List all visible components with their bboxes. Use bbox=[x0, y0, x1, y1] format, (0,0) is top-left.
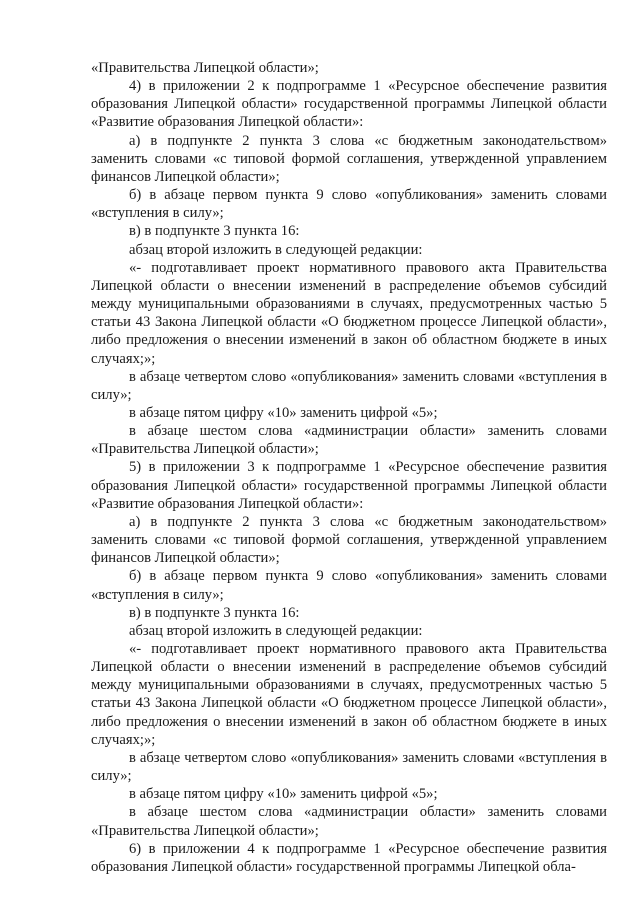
paragraph: в абзаце пятом цифру «10» заменить цифрой «5»; bbox=[129, 786, 438, 803]
paragraph: а) в подпункте 2 пункта 3 слова «с бюджетным законодательством» заменить словами «с типовой формой соглашения, утвержденной управлением финансов Липецкой области»; bbox=[91, 513, 607, 567]
paragraph: в абзаце четвертом слово «опубликования» заменить словами «вступления в силу»; bbox=[91, 368, 607, 403]
paragraph: 4) в приложении 2 к подпрограмме 1 «Ресурсное обеспечение развития образования Липецкой области» государственной программы Липецкой области «Развитие образования Липецкой области»: bbox=[91, 78, 607, 131]
paragraph: «- подготавливает проект нормативного правового акта Правительства Липецкой области о внесении изменений в распределение объемов субсидий между муниципальными образованиями в случаях, предусмотренных частью 5 статьи 43 Закона Липецкой области «О бюджетном процессе Липецкой области», либо предложения о внесении изменений в закон об областном бюджете в иных случаях;»; bbox=[91, 259, 607, 367]
paragraph: в) в подпункте 3 пункта 16: bbox=[129, 604, 300, 621]
paragraph: «- подготавливает проект нормативного правового акта Правительства Липецкой области о внесении изменений в распределение объемов субсидий между муниципальными образованиями в случаях, предусмотренных частью 5 статьи 43 Закона Липецкой области «О бюджетном процессе Липецкой области», либо предложения о внесении изменений в закон об областном бюджете в иных случаях;»; bbox=[91, 641, 607, 748]
paragraph: абзац второй изложить в следующей редакции: bbox=[129, 622, 423, 639]
document-page bbox=[91, 59, 607, 876]
paragraph: в абзаце четвертом слово «опубликования» заменить словами «вступления в силу»; bbox=[91, 749, 607, 785]
paragraph: в абзаце шестом слова «администрации области» заменить словами «Правительства Липецкой области»; bbox=[91, 804, 607, 839]
paragraph: б) в абзаце первом пункта 9 слово «опубликования» заменить словами «вступления в силу»; bbox=[91, 187, 607, 222]
paragraph: б) в абзаце первом пункта 9 слово «опубликования» заменить словами «вступления в силу»; bbox=[91, 568, 607, 603]
paragraph: абзац второй изложить в следующей редакции: bbox=[129, 241, 423, 258]
paragraph: «Правительства Липецкой области»; bbox=[91, 60, 319, 76]
paragraph: в абзаце пятом цифру «10» заменить цифрой «5»; bbox=[129, 404, 438, 421]
paragraph: 5) в приложении 3 к подпрограмме 1 «Ресурсное обеспечение развития образования Липецкой области» государственной программы Липецкой области «Развитие образования Липецкой области»: bbox=[91, 459, 607, 512]
paragraph: в абзаце шестом слова «администрации области» заменить словами «Правительства Липецкой области»; bbox=[91, 423, 607, 458]
paragraph: 6) в приложении 4 к подпрограмме 1 «Ресурсное обеспечение развития образования Липецкой области» государственной программы Липецкой обла- bbox=[91, 840, 607, 875]
paragraph: а) в подпункте 2 пункта 3 слова «с бюджетным законодательством» заменить словами «с типовой формой соглашения, утвержденной управлением финансов Липецкой области»; bbox=[91, 132, 607, 185]
paragraph: в) в подпункте 3 пункта 16: bbox=[129, 223, 300, 240]
